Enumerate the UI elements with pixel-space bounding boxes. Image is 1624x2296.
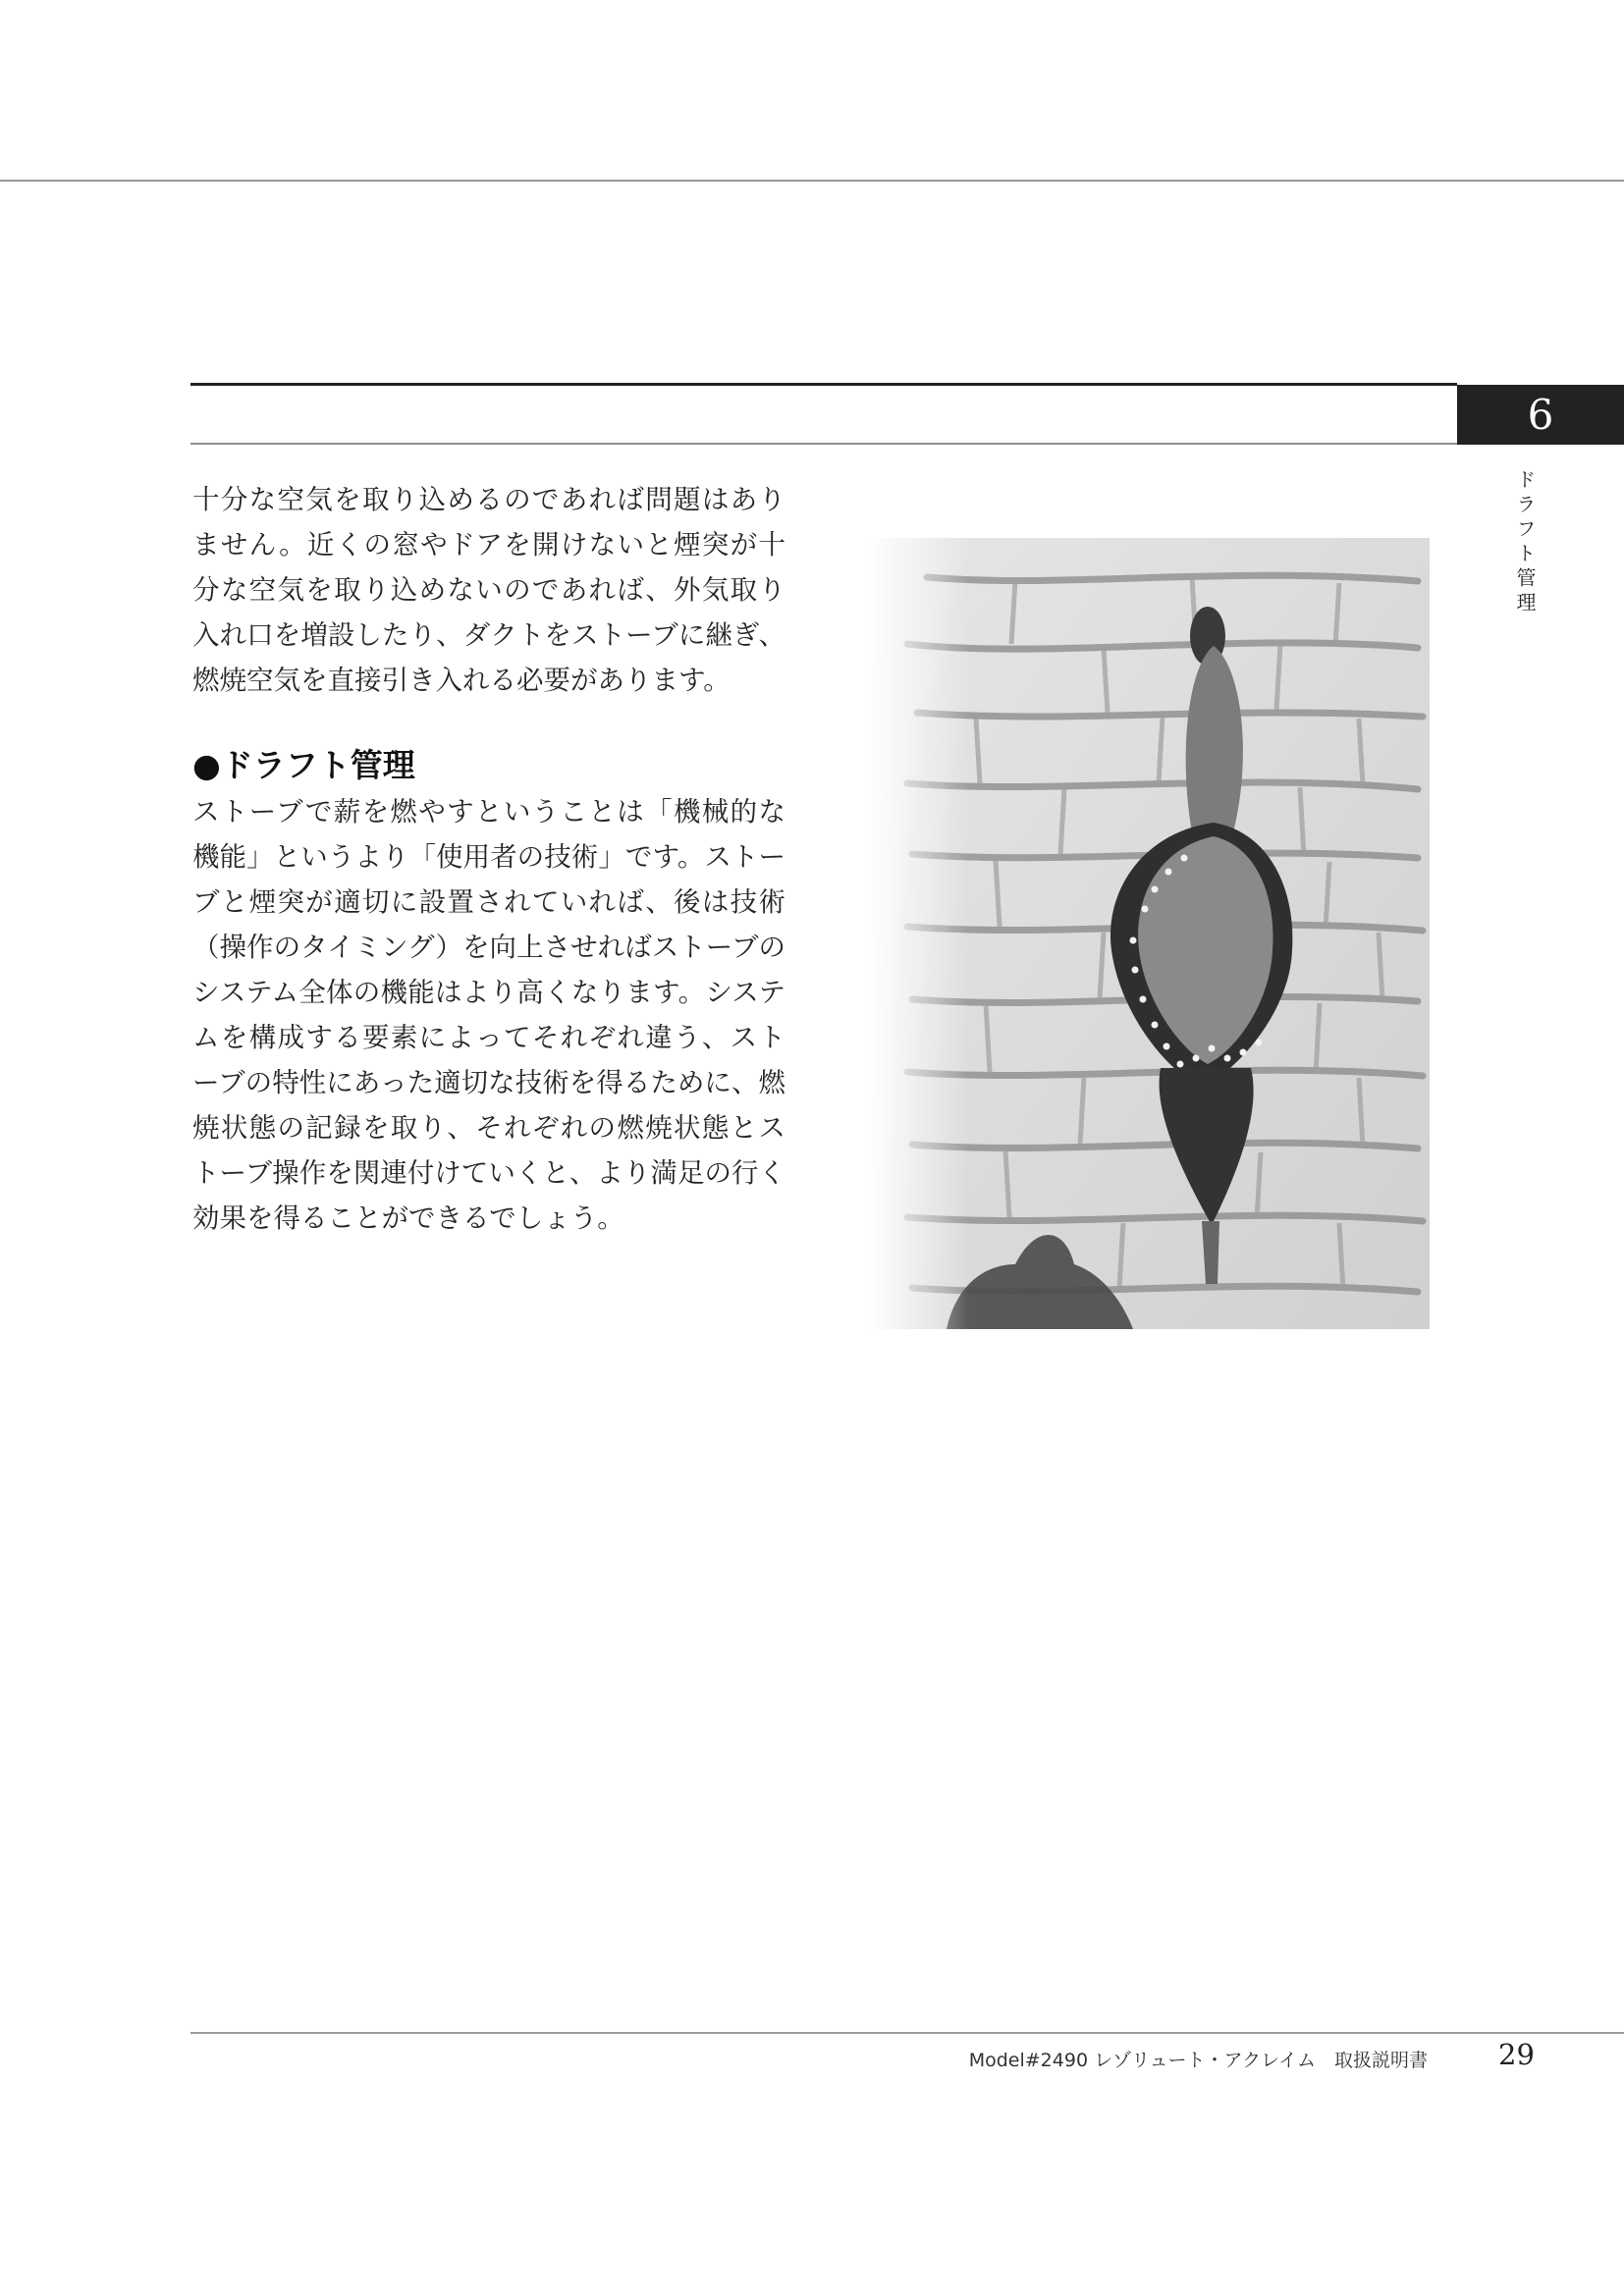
chapter-header-bottom-rule <box>190 443 1457 445</box>
footer-divider <box>190 2032 1624 2034</box>
chapter-header-top-rule <box>190 383 1457 386</box>
page-number: 29 <box>1498 2038 1535 2071</box>
section-body-paragraph: ストーブで薪を燃やすということは「機械的な機能」というより「使用者の技術」です。ストーブと煙突が適切に設置されていれば、後は技術（操作のタイミング）を向上させればストーブのシステム全体の機能はより高くなります。システムを構成する要素によってそれぞれ違う、ストーブの特性にあった適切な技術を得るために、燃焼状態の記録を取り、それぞれの燃焼状態とストーブ操作を関連付けていくと、より満足の行く効果を得ることができるでしょう。 <box>192 796 785 1234</box>
intro-paragraph: 十分な空気を取り込めるのであれば問題はありません。近くの窓やドアを開けないと煙突が十分な空気を取り込めないのであれば、外気取り入れ口を増設したり、ダクトをストーブに継ぎ、燃焼空気を直接引き入れる必要があります。 <box>192 484 785 696</box>
footer-manual-title: Model#2490 レゾリュート・アクレイム 取扱説明書 <box>968 2050 1428 2071</box>
chapter-number-tab <box>1457 385 1624 445</box>
top-divider <box>0 180 1624 182</box>
main-content <box>192 477 785 1241</box>
bellows-photo <box>868 538 1430 1329</box>
section-heading: ●ドラフト管理 <box>192 746 415 784</box>
chapter-side-label: ドラフト管理 <box>1513 469 1537 616</box>
chapter-number: 6 <box>1527 391 1554 439</box>
